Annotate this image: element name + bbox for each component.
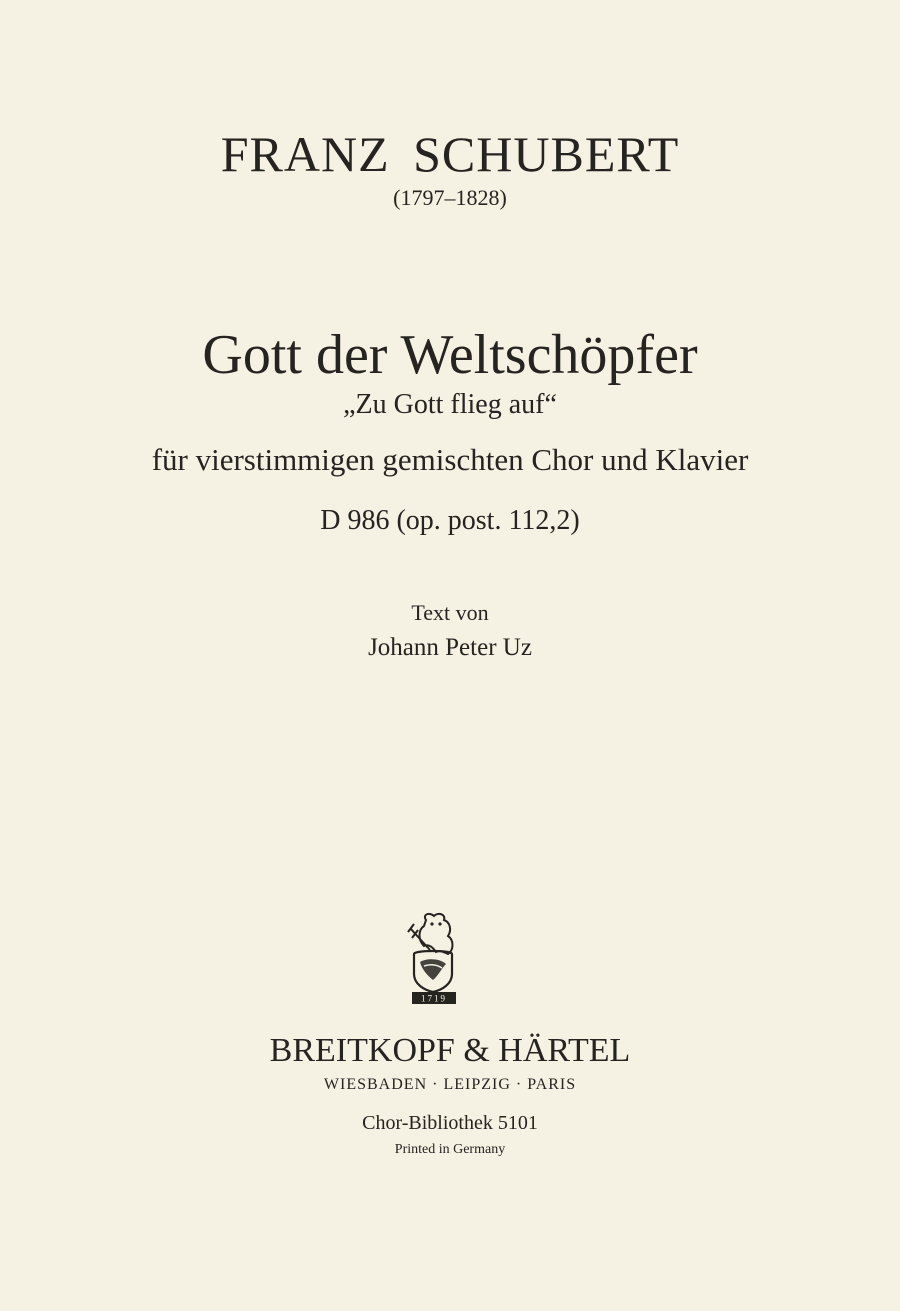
composer-dates: (1797–1828) [393,185,507,210]
publisher-cities: WIESBADEN · LEIPZIG · PARIS [323,1076,577,1093]
breitkopf-bear-emblem-icon [400,910,466,1006]
work-scoring: für vierstimmigen gemischten Chor und Klavier [151,442,749,477]
lyricist-name: Johann Peter Uz [368,634,532,661]
printed-in: Printed in Germany [394,1142,506,1157]
emblem-year: 1719 [421,993,447,1004]
text-by-label: Text von [411,600,489,625]
series-number: Chor-Bibliothek 5101 [362,1112,538,1134]
catalog-number: D 986 (op. post. 112,2) [320,505,580,536]
publisher-name: BREITKOPF & HÄRTEL [269,1032,631,1069]
work-subtitle: „Zu Gott flieg auf“ [343,389,557,420]
composer-name: FRANZ SCHUBERT [220,126,680,182]
work-title: Gott der Weltschöpfer [202,324,698,386]
